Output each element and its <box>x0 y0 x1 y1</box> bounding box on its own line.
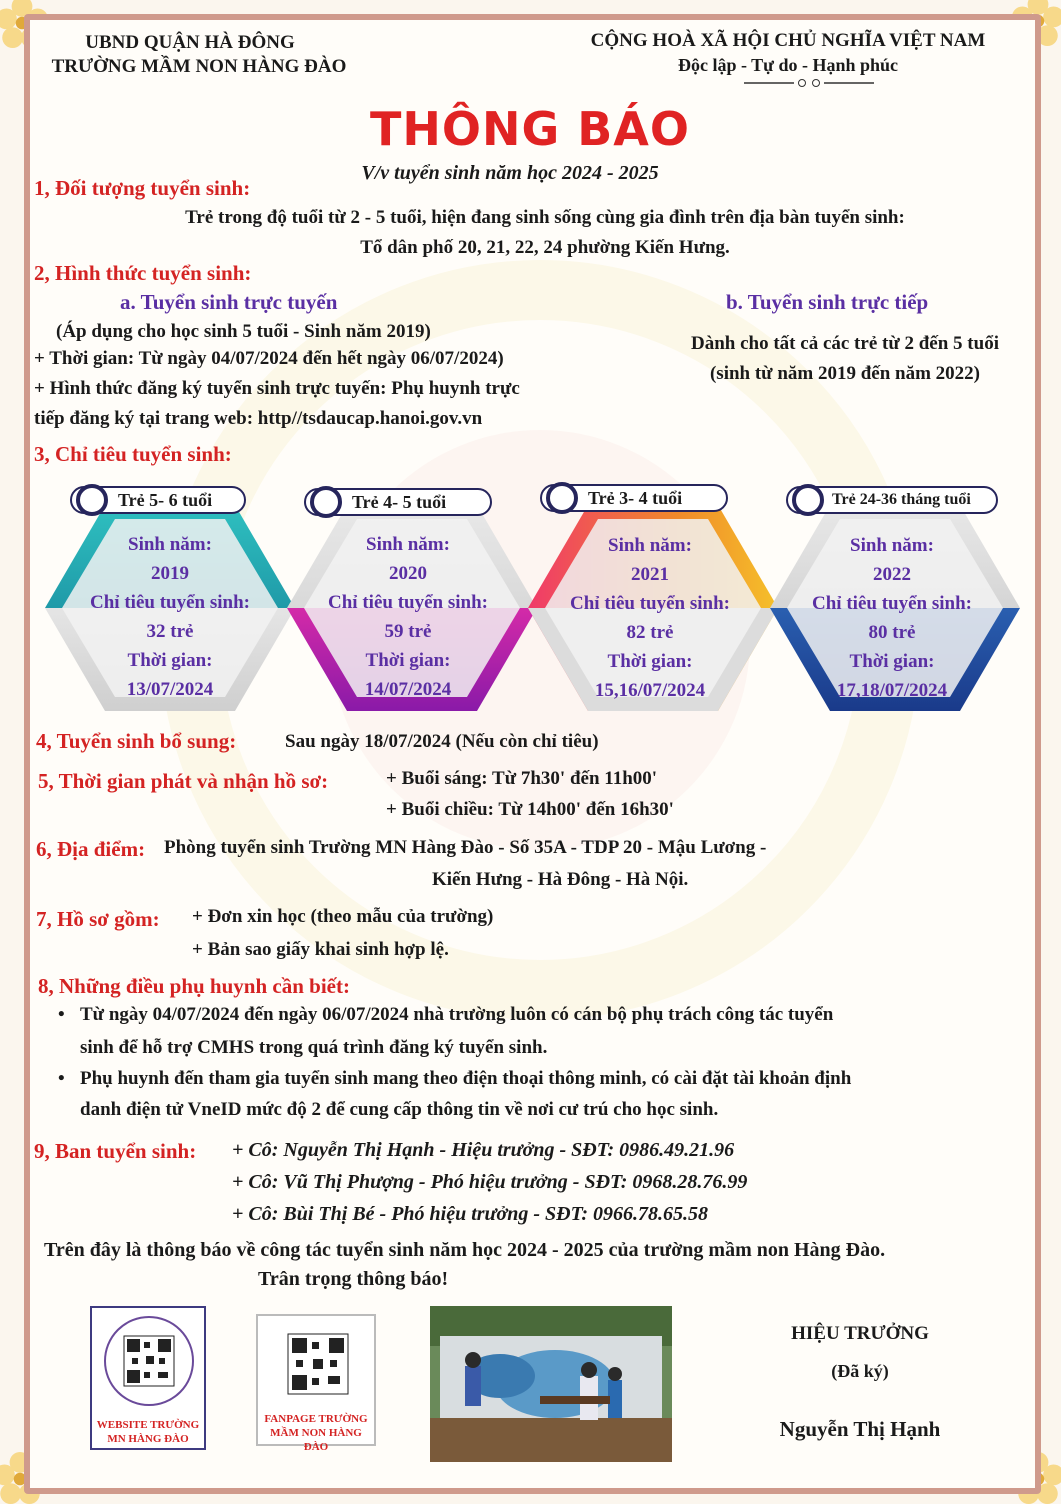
qr-code-icon <box>278 1324 358 1404</box>
age-group-pill <box>540 484 728 512</box>
born-year: 2021 <box>631 564 669 585</box>
born-year: 2019 <box>151 563 189 584</box>
online-title: a. Tuyển sinh trực tuyến <box>120 290 338 314</box>
section-5-heading: 5, Thời gian phát và nhận hồ sơ: <box>38 769 329 793</box>
website-qr-label: WEBSITE TRƯỜNG MN HÀNG ĐÀO <box>96 1419 200 1445</box>
section-6-line2: Kiến Hưng - Hà Đông - Hà Nội. <box>432 869 689 890</box>
circle-icon <box>310 486 342 518</box>
website-qr-card[interactable] <box>90 1306 206 1450</box>
signature-title: HIỆU TRƯỞNG <box>791 1323 929 1344</box>
time-label: Thời gian: <box>127 650 213 671</box>
direct-title: b. Tuyển sinh trực tiếp <box>726 290 929 314</box>
section-9-line2: + Cô: Vũ Thị Phượng - Phó hiệu trưởng - SĐT: 0968.28.76.99 <box>232 1171 748 1193</box>
quota-card <box>55 530 285 704</box>
bullet-dot-icon: • <box>58 1068 65 1089</box>
age-group-pill <box>70 486 246 514</box>
section-5-line2: + Buổi chiều: Từ 14h00' đến 16h30' <box>386 799 674 820</box>
section-6-heading: 6, Địa điểm: <box>36 837 146 861</box>
circle-icon <box>792 484 824 516</box>
header-school: TRƯỜNG MẦM NON HÀNG ĐÀO <box>51 56 347 77</box>
section-7-line2: + Bản sao giấy khai sinh hợp lệ. <box>192 939 449 960</box>
age-group-pill <box>786 486 998 514</box>
quota-value: 59 trẻ <box>384 621 432 642</box>
date-value: 13/07/2024 <box>126 679 214 700</box>
page-title: THÔNG BÁO <box>369 102 691 156</box>
section-8-heading: 8, Những điều phụ huynh cần biết: <box>38 974 350 998</box>
circle-icon <box>546 482 578 514</box>
age-group-pill <box>304 488 492 516</box>
section-9-heading: 9, Ban tuyển sinh: <box>34 1139 197 1163</box>
section-9-line1: + Cô: Nguyễn Thị Hạnh - Hiệu trưởng - SĐT: 0986.49.21.96 <box>232 1139 735 1161</box>
closing-line1: Trên đây là thông báo về công tác tuyển sinh năm học 2024 - 2025 của trường mầm non Hàng Đào. <box>44 1239 886 1261</box>
section-3-heading: 3, Chỉ tiêu tuyển sinh: <box>34 442 232 466</box>
quota-card <box>293 530 523 704</box>
section-4-heading: 4, Tuyển sinh bổ sung: <box>36 729 237 753</box>
age-group-label: Trẻ 3- 4 tuổi <box>588 488 683 508</box>
time-label: Thời gian: <box>607 651 693 672</box>
quota-label: Chỉ tiêu tuyển sinh: <box>812 593 972 614</box>
section-4-text: Sau ngày 18/07/2024 (Nếu còn chỉ tiêu) <box>285 731 599 752</box>
page-subtitle: V/v tuyển sinh năm học 2024 - 2025 <box>361 162 659 184</box>
age-group-label: Trẻ 5- 6 tuổi <box>118 490 213 510</box>
section-1-line2: Tổ dân phố 20, 21, 22, 24 phường Kiến Hưng. <box>360 237 730 258</box>
born-year: 2022 <box>873 564 911 585</box>
quota-card <box>535 531 765 705</box>
born-label: Sinh năm: <box>366 534 450 555</box>
online-line3: + Hình thức đăng ký tuyển sinh trực tuyến: Phụ huynh trực <box>34 378 520 399</box>
age-group-label: Trẻ 24-36 tháng tuổi <box>832 491 971 508</box>
circle-icon <box>76 484 108 516</box>
fanpage-qr-label: FANPAGE TRƯỜNG MẦM NON HÀNG ĐÀO <box>264 1413 368 1453</box>
section-1-line1: Trẻ trong độ tuổi từ 2 - 5 tuổi, hiện đang sinh sống cùng gia đình trên địa bàn tuyển sinh: <box>185 207 905 228</box>
signature-name: Nguyễn Thị Hạnh <box>779 1417 941 1441</box>
quota-label: Chỉ tiêu tuyển sinh: <box>328 592 488 613</box>
section-2-heading: 2, Hình thức tuyển sinh: <box>34 261 252 285</box>
header-country: CỘNG HOÀ XÃ HỘI CHỦ NGHĨA VIỆT NAM <box>590 30 986 51</box>
time-label: Thời gian: <box>365 650 451 671</box>
born-year: 2020 <box>389 563 427 584</box>
age-group-label: Trẻ 4- 5 tuổi <box>352 492 447 512</box>
section-5-line1: + Buổi sáng: Từ 7h30' đến 11h00' <box>386 768 658 789</box>
signature-status: (Đã ký) <box>831 1361 889 1381</box>
quota-value: 32 trẻ <box>146 621 194 642</box>
section-7-heading: 7, Hồ sơ gồm: <box>36 907 160 931</box>
born-label: Sinh năm: <box>128 534 212 555</box>
quota-card <box>777 531 1007 705</box>
date-value: 15,16/07/2024 <box>594 680 706 701</box>
quota-value: 80 trẻ <box>868 622 916 643</box>
date-value: 14/07/2024 <box>364 679 452 700</box>
qr-code-icon <box>104 1316 194 1406</box>
time-label: Thời gian: <box>849 651 935 672</box>
section-1-heading: 1, Đối tượng tuyển sinh: <box>34 176 251 200</box>
online-line2: + Thời gian: Từ ngày 04/07/2024 đến hết ngày 06/07/2024) <box>34 348 504 369</box>
section-6-line1: Phòng tuyển sinh Trường MN Hàng Đào - Số 35A - TDP 20 - Mậu Lương - <box>164 837 767 858</box>
born-label: Sinh năm: <box>850 535 934 556</box>
section-7-line1: + Đơn xin học (theo mẫu của trường) <box>192 906 494 927</box>
direct-line2: (sinh từ năm 2019 đến năm 2022) <box>709 363 981 384</box>
quota-label: Chỉ tiêu tuyển sinh: <box>90 592 250 613</box>
closing-line2: Trân trọng thông báo! <box>258 1268 449 1290</box>
section-8-bullet2-line1: Phụ huynh đến tham gia tuyển sinh mang theo điện thoại thông minh, có cài đặt tài khoản định <box>80 1068 852 1089</box>
header-motto: Độc lập - Tự do - Hạnh phúc <box>677 55 899 75</box>
quota-value: 82 trẻ <box>626 622 674 643</box>
born-label: Sinh năm: <box>608 535 692 556</box>
date-value: 17,18/07/2024 <box>836 680 948 701</box>
online-line1: (Áp dụng cho học sinh 5 tuổi - Sinh năm 2019) <box>56 321 431 342</box>
section-8-bullet2-line2: danh điện tử VneID mức độ 2 để cung cấp thông tin về nơi cư trú cho học sinh. <box>80 1099 719 1120</box>
online-line4: tiếp đăng ký tại trang web: http//tsdaucap.hanoi.gov.vn <box>34 408 483 429</box>
fanpage-qr-card[interactable] <box>256 1314 376 1453</box>
section-8-bullet1-line1: Từ ngày 04/07/2024 đến ngày 06/07/2024 nhà trường luôn có cán bộ phụ trách công tác tuyển <box>80 1004 834 1025</box>
motto-divider-icon <box>744 77 874 89</box>
section-8-bullet1-line2: sinh để hỗ trợ CMHS trong quá trình đăng ký tuyển sinh. <box>80 1037 548 1058</box>
direct-line1: Dành cho tất cả các trẻ từ 2 đến 5 tuổi <box>691 333 999 354</box>
quota-label: Chỉ tiêu tuyển sinh: <box>570 593 730 614</box>
header-authority: UBND QUẬN HÀ ĐÔNG <box>85 32 295 53</box>
section-9-line3: + Cô: Bùi Thị Bé - Phó hiệu trưởng - SĐT: 0966.78.65.58 <box>232 1203 709 1225</box>
school-photo <box>430 1306 672 1462</box>
bullet-dot-icon: • <box>58 1004 65 1025</box>
